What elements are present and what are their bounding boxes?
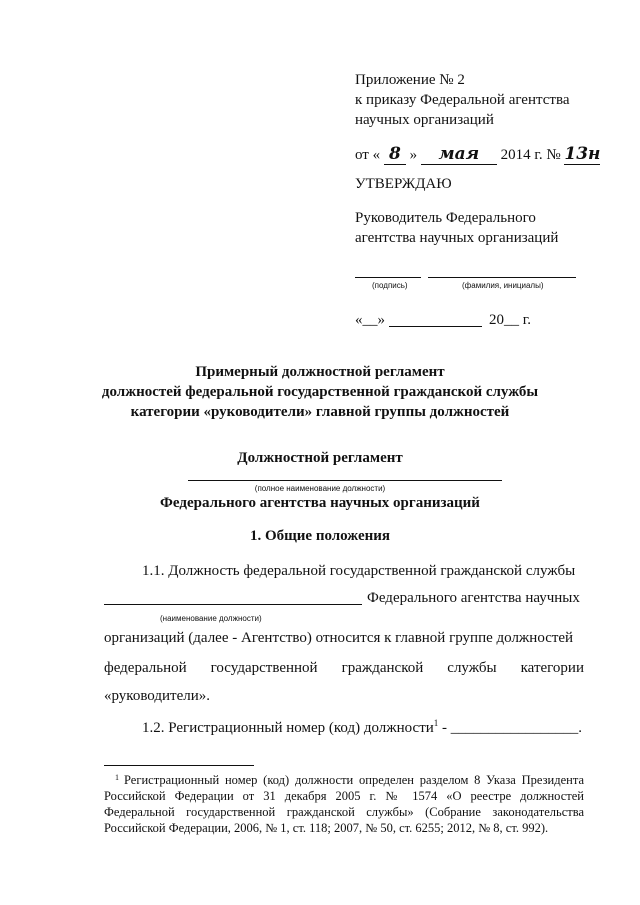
doc-title-line-1: Примерный должностной регламент (195, 364, 445, 380)
para-1-1-line-1: 1.1. Должность федеральной государственной гражданской службы (142, 563, 576, 579)
order-date-line (355, 144, 600, 165)
order-month-handwritten: мая (421, 144, 497, 165)
position-line (188, 480, 502, 481)
position-name-line (104, 604, 362, 605)
appendix-line-1: Приложение № 2 (355, 72, 465, 88)
footnote-reference[interactable]: 1 (433, 718, 439, 728)
appendix-line-3: научных организаций (355, 112, 494, 128)
section-1-heading: 1. Общие положения (249, 528, 391, 544)
approve-date-open: «__» (355, 312, 385, 328)
footnote-line-4: Российской Федерации, 2006, № 1, ст. 118; 2007, № 50, ст. 6255; 2012, № 8, ст. 992). (104, 821, 549, 835)
regulation-heading: Должностной регламент (237, 450, 403, 466)
footnote-line-3: Федеральной государственной гражданской службы» (Собрание законодательства (104, 805, 584, 819)
appendix-line-2: к приказу Федеральной агентства (355, 92, 570, 108)
approve-line-2: агентства научных организаций (355, 230, 559, 246)
para-1-2-tail: - _________________. (438, 720, 583, 736)
agency-name: Федерального агентства научных организаций (160, 495, 480, 511)
para-1-1-line-2-tail: Федерального агентства научных (367, 590, 580, 606)
name-line (428, 277, 576, 278)
approve-line-1: Руководитель Федерального (355, 210, 536, 226)
footnote-separator (104, 765, 254, 766)
para-1-1-line-5: «руководители». (104, 688, 211, 704)
signature-line (355, 277, 421, 278)
doc-title-line-3: категории «руководители» главной группы должностей (130, 404, 510, 420)
order-date-quote: » (409, 147, 418, 163)
order-number-handwritten: 13н (564, 144, 601, 164)
order-year-text: 2014 г. № (500, 147, 561, 163)
approve-heading: УТВЕРЖДАЮ (355, 176, 452, 192)
para-1-2-text: 1.2. Регистрационный номер (код) должности (142, 720, 434, 736)
signature-label: (подпись) (372, 281, 408, 290)
name-label: (фамилия, инициалы) (462, 281, 544, 290)
footnote-line-1: Регистрационный номер (код) должности определен разделом 8 Указа Президента (124, 773, 584, 787)
order-date-prefix: от « (355, 147, 381, 163)
doc-title-line-2: должностей федеральной государственной гражданской службы (101, 384, 539, 400)
order-day-handwritten: 8 (384, 144, 406, 165)
position-name-label: (наименование должности) (160, 614, 262, 623)
para-1-1-line-4: федеральной государственной гражданской службы категории (104, 660, 584, 676)
para-1-2 (142, 718, 582, 737)
footnote-line-2: Российской Федерации от 31 декабря 2005 г. № 1574 «О реестре должностей (104, 789, 584, 803)
approve-date-month-line (389, 326, 482, 327)
position-label: (полное наименование должности) (254, 484, 386, 493)
approve-date-year: 20__ г. (489, 312, 531, 328)
para-1-1-line-3: организаций (далее - Агентство) относится к главной группе должностей (104, 630, 574, 646)
footnote-mark: 1 (115, 773, 119, 782)
